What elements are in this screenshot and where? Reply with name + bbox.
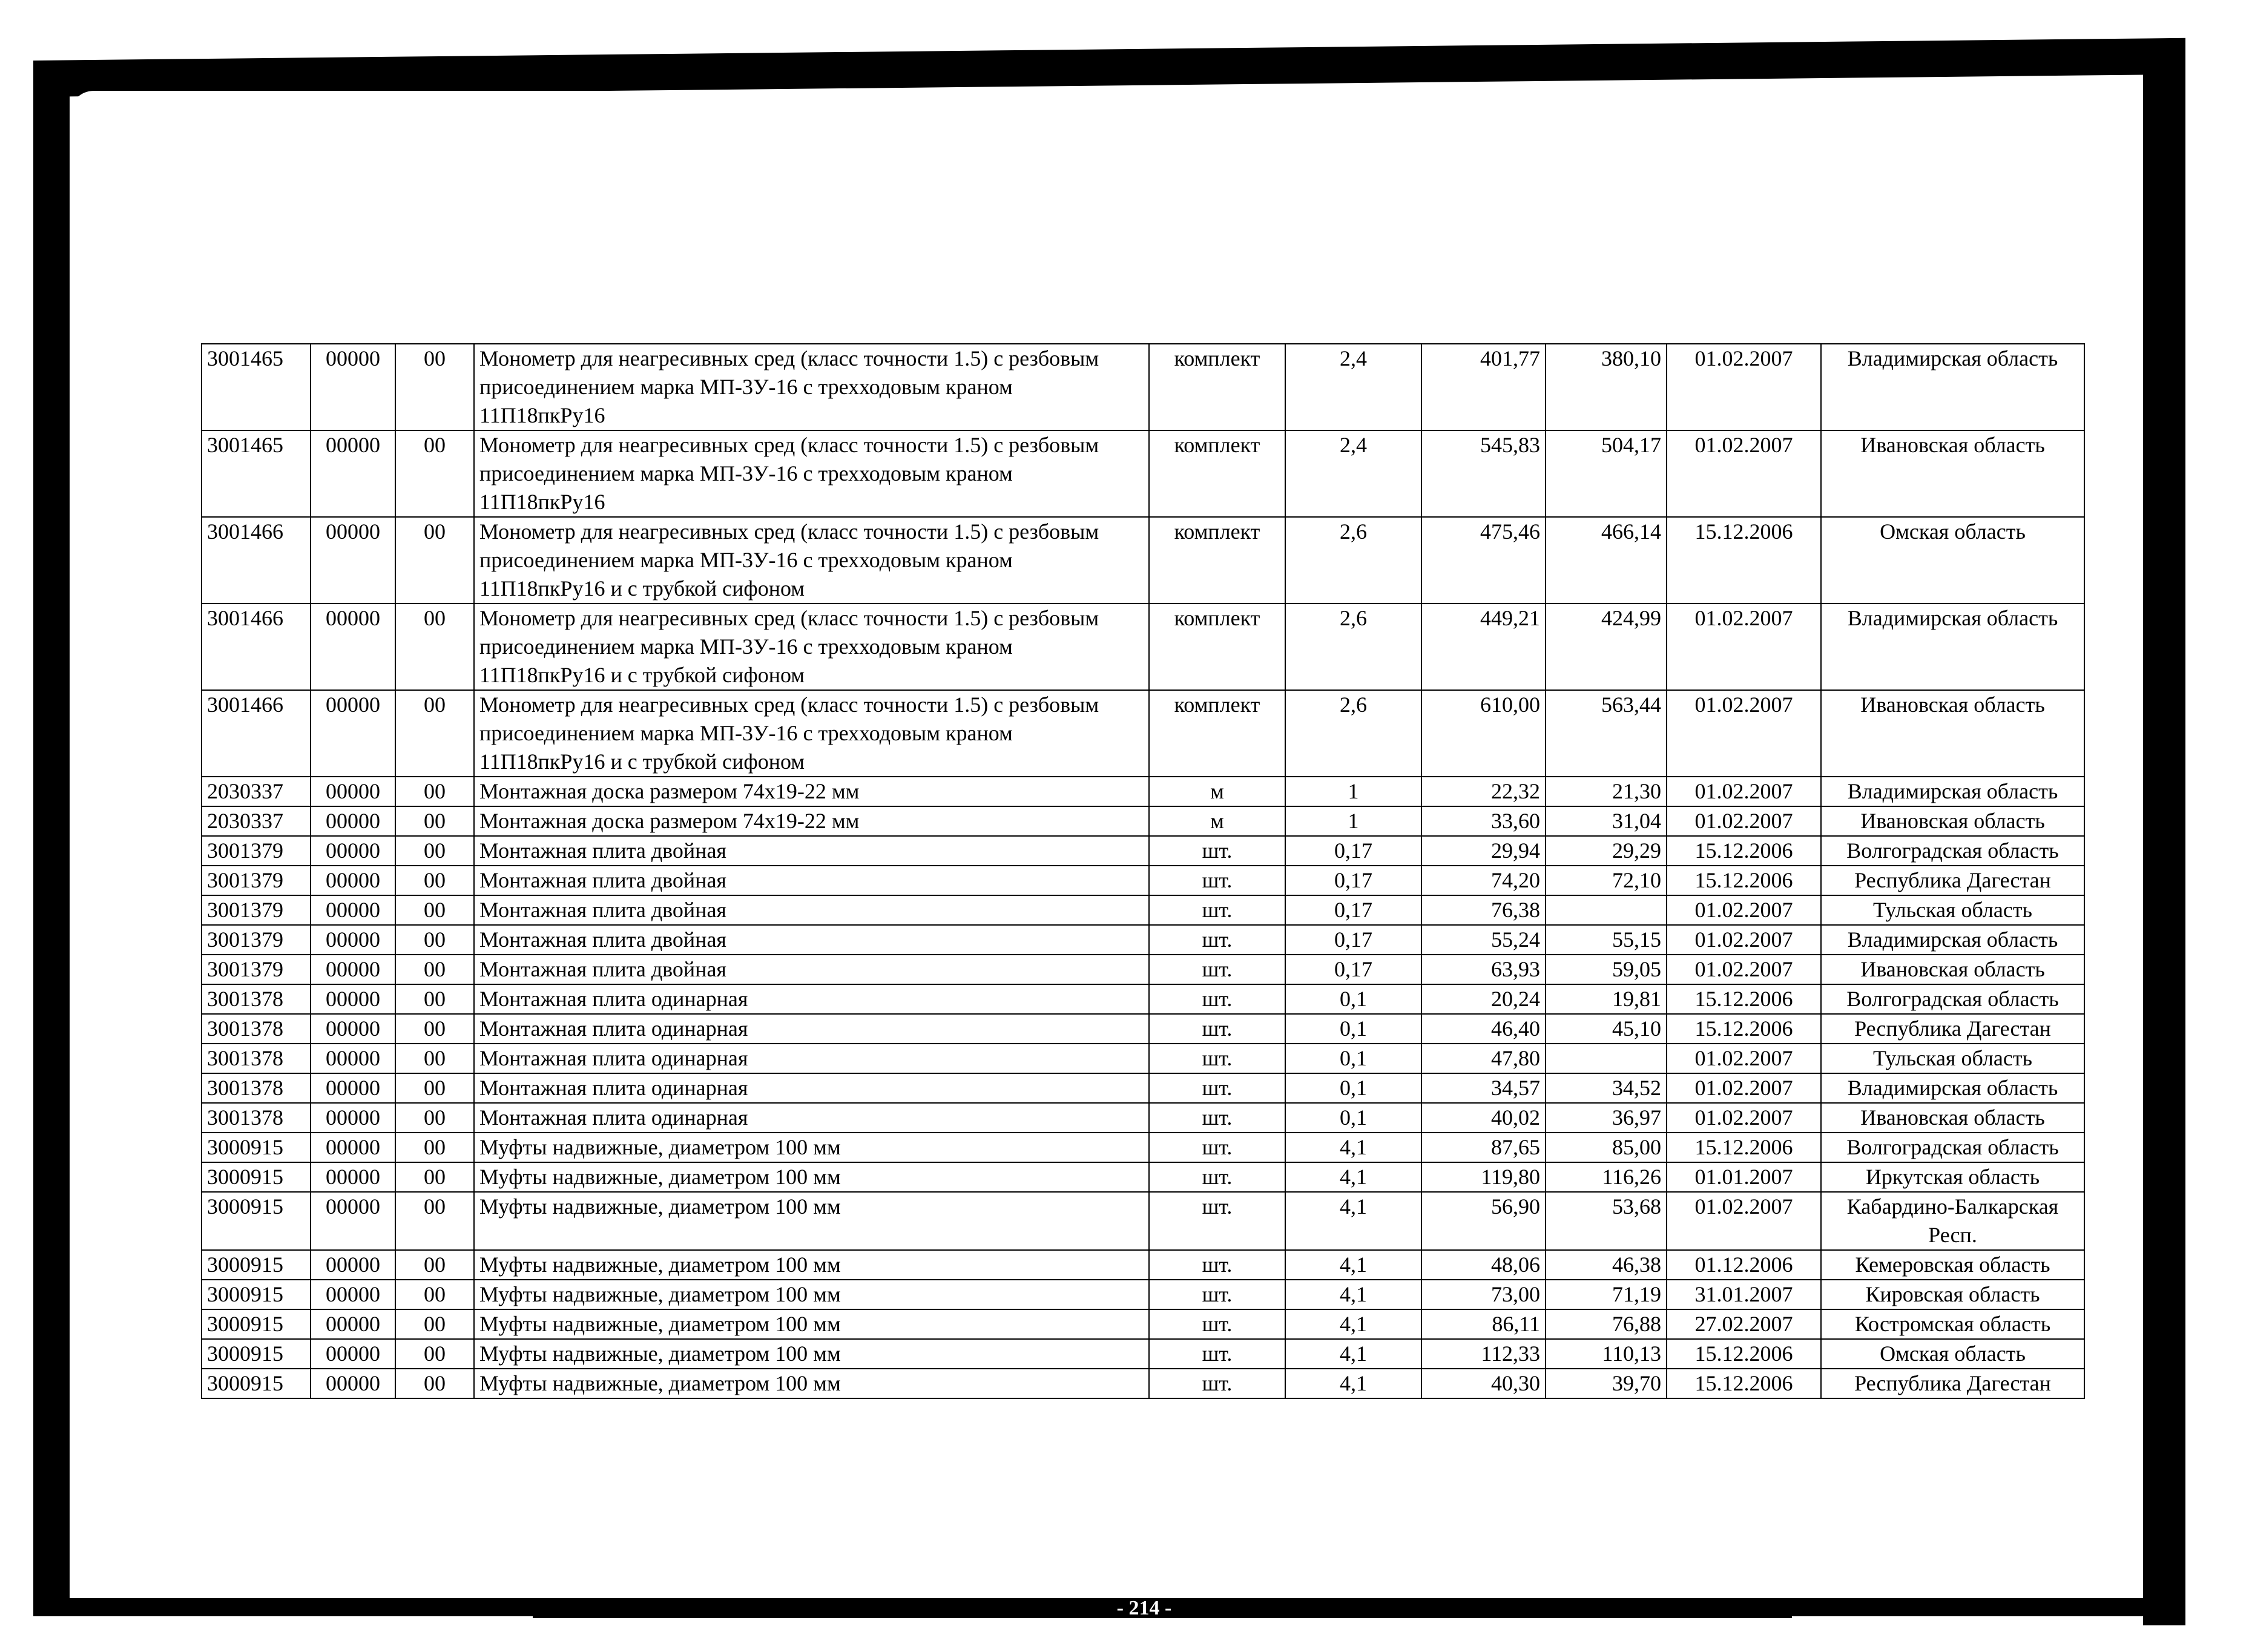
date: 15.12.2006: [1667, 517, 1821, 604]
variant-code: 00: [395, 517, 474, 604]
table-row: [202, 1192, 2084, 1250]
date: 01.02.2007: [1667, 925, 1821, 955]
region: Иркутская область: [1821, 1162, 2084, 1192]
scan-frame-right: [2143, 45, 2185, 1625]
price-1: 475,46: [1421, 517, 1546, 604]
price-1: 20,24: [1421, 984, 1546, 1014]
date: 01.02.2007: [1667, 690, 1821, 777]
variant-code: 00: [395, 1309, 474, 1339]
price-2: 71,19: [1546, 1280, 1667, 1309]
item-description: Монтажная плита двойная: [474, 895, 1149, 925]
variant-code: 00: [395, 1280, 474, 1309]
item-description: Монтажная плита одинарная: [474, 1073, 1149, 1103]
item-code: 3001378: [202, 1014, 311, 1044]
variant-code: 00: [395, 1103, 474, 1133]
variant-code: 00: [395, 895, 474, 925]
date: 27.02.2007: [1667, 1309, 1821, 1339]
price-2: 19,81: [1546, 984, 1667, 1014]
unit: шт.: [1149, 836, 1285, 866]
price-2: 45,10: [1546, 1014, 1667, 1044]
item-code: 3001466: [202, 604, 311, 690]
item-description: Монтажная доска размером 74х19-22 мм: [474, 777, 1149, 806]
table-row: [202, 1044, 2084, 1073]
sub-code: 00000: [311, 806, 395, 836]
quantity: 0,17: [1285, 866, 1421, 895]
date: 15.12.2006: [1667, 1369, 1821, 1398]
price-2: 46,38: [1546, 1250, 1667, 1280]
unit: шт.: [1149, 1073, 1285, 1103]
table-row: [202, 895, 2084, 925]
variant-code: 00: [395, 1014, 474, 1044]
region: Волгоградская область: [1821, 836, 2084, 866]
price-2: 29,29: [1546, 836, 1667, 866]
quantity: 0,17: [1285, 895, 1421, 925]
item-code: 3001378: [202, 1073, 311, 1103]
price-2: 424,99: [1546, 604, 1667, 690]
item-code: 3001379: [202, 866, 311, 895]
region: Владимирская область: [1821, 777, 2084, 806]
table-row: [202, 984, 2084, 1014]
table-row: [202, 1162, 2084, 1192]
unit: шт.: [1149, 925, 1285, 955]
price-1: 112,33: [1421, 1339, 1546, 1369]
region: Омская область: [1821, 1339, 2084, 1369]
unit: шт.: [1149, 1192, 1285, 1250]
price-1: 22,32: [1421, 777, 1546, 806]
variant-code: 00: [395, 604, 474, 690]
sub-code: 00000: [311, 777, 395, 806]
table-row: [202, 836, 2084, 866]
quantity: 0,17: [1285, 955, 1421, 984]
region: Владимирская область: [1821, 1073, 2084, 1103]
table-row: [202, 344, 2084, 430]
sub-code: 00000: [311, 1014, 395, 1044]
date: 01.02.2007: [1667, 1073, 1821, 1103]
unit: м: [1149, 777, 1285, 806]
sub-code: 00000: [311, 1250, 395, 1280]
item-code: 3000915: [202, 1309, 311, 1339]
region: Волгоградская область: [1821, 1133, 2084, 1162]
price-1: 55,24: [1421, 925, 1546, 955]
item-description: Монометр для неагресивных сред (класс точности 1.5) с резбовым присоединением марка МП-3У-16 с трехходовым краном 11П18пкРу16 и с трубкой сифоном: [474, 690, 1149, 777]
price-1: 47,80: [1421, 1044, 1546, 1073]
table-row: [202, 690, 2084, 777]
quantity: 0,1: [1285, 1014, 1421, 1044]
region: Ивановская область: [1821, 955, 2084, 984]
date: 01.12.2006: [1667, 1250, 1821, 1280]
price-1: 610,00: [1421, 690, 1546, 777]
price-2: [1546, 1044, 1667, 1073]
item-description: Монтажная доска размером 74х19-22 мм: [474, 806, 1149, 836]
item-description: Монтажная плита двойная: [474, 955, 1149, 984]
sub-code: 00000: [311, 604, 395, 690]
variant-code: 00: [395, 1162, 474, 1192]
quantity: 4,1: [1285, 1162, 1421, 1192]
sub-code: 00000: [311, 1103, 395, 1133]
price-1: 56,90: [1421, 1192, 1546, 1250]
price-1: 401,77: [1421, 344, 1546, 430]
sub-code: 00000: [311, 517, 395, 604]
region: Владимирская область: [1821, 604, 2084, 690]
sub-code: 00000: [311, 836, 395, 866]
item-code: 3001378: [202, 984, 311, 1014]
date: 01.02.2007: [1667, 430, 1821, 517]
price-2: 116,26: [1546, 1162, 1667, 1192]
variant-code: 00: [395, 955, 474, 984]
variant-code: 00: [395, 984, 474, 1014]
item-code: 3001379: [202, 895, 311, 925]
date: 15.12.2006: [1667, 836, 1821, 866]
unit: комплект: [1149, 430, 1285, 517]
date: 15.12.2006: [1667, 1339, 1821, 1369]
unit: шт.: [1149, 1250, 1285, 1280]
variant-code: 00: [395, 1369, 474, 1398]
quantity: 1: [1285, 806, 1421, 836]
price-2: 39,70: [1546, 1369, 1667, 1398]
variant-code: 00: [395, 1192, 474, 1250]
table-row: [202, 866, 2084, 895]
date: 01.02.2007: [1667, 777, 1821, 806]
unit: м: [1149, 806, 1285, 836]
date: 15.12.2006: [1667, 1014, 1821, 1044]
quantity: 4,1: [1285, 1280, 1421, 1309]
unit: шт.: [1149, 1280, 1285, 1309]
item-description: Монтажная плита одинарная: [474, 1014, 1149, 1044]
region: Ивановская область: [1821, 1103, 2084, 1133]
region: Ивановская область: [1821, 806, 2084, 836]
item-description: Муфты надвижные, диаметром 100 мм: [474, 1192, 1149, 1250]
price-table: [201, 343, 2085, 1399]
price-1: 119,80: [1421, 1162, 1546, 1192]
price-2: 53,68: [1546, 1192, 1667, 1250]
table-row: [202, 604, 2084, 690]
price-2: 55,15: [1546, 925, 1667, 955]
unit: шт.: [1149, 1014, 1285, 1044]
price-2: 563,44: [1546, 690, 1667, 777]
variant-code: 00: [395, 777, 474, 806]
date: 15.12.2006: [1667, 866, 1821, 895]
quantity: 0,1: [1285, 1073, 1421, 1103]
scan-frame-top: [33, 38, 2185, 97]
sub-code: 00000: [311, 1369, 395, 1398]
price-2: 34,52: [1546, 1073, 1667, 1103]
region: Кемеровская область: [1821, 1250, 2084, 1280]
sub-code: 00000: [311, 430, 395, 517]
region: Кабардино-Балкарская Респ.: [1821, 1192, 2084, 1250]
item-description: Монометр для неагресивных сред (класс точности 1.5) с резбовым присоединением марка МП-3У-16 с трехходовым краном 11П18пкРу16: [474, 344, 1149, 430]
unit: комплект: [1149, 604, 1285, 690]
price-2: 380,10: [1546, 344, 1667, 430]
date: 15.12.2006: [1667, 1133, 1821, 1162]
price-2: 21,30: [1546, 777, 1667, 806]
table-row: [202, 1073, 2084, 1103]
region: Омская область: [1821, 517, 2084, 604]
price-1: 29,94: [1421, 836, 1546, 866]
variant-code: 00: [395, 925, 474, 955]
price-1: 76,38: [1421, 895, 1546, 925]
quantity: 2,4: [1285, 344, 1421, 430]
item-code: 3001466: [202, 517, 311, 604]
date: 15.12.2006: [1667, 984, 1821, 1014]
region: Тульская область: [1821, 1044, 2084, 1073]
region: Республика Дагестан: [1821, 1014, 2084, 1044]
variant-code: 00: [395, 1133, 474, 1162]
price-1: 40,30: [1421, 1369, 1546, 1398]
item-description: Монтажная плита одинарная: [474, 1044, 1149, 1073]
item-code: 3001466: [202, 690, 311, 777]
date: 01.02.2007: [1667, 1103, 1821, 1133]
item-code: 3001379: [202, 925, 311, 955]
price-2: 85,00: [1546, 1133, 1667, 1162]
price-1: 87,65: [1421, 1133, 1546, 1162]
date: 01.02.2007: [1667, 955, 1821, 984]
price-1: 33,60: [1421, 806, 1546, 836]
variant-code: 00: [395, 1339, 474, 1369]
price-1: 34,57: [1421, 1073, 1546, 1103]
unit: шт.: [1149, 1133, 1285, 1162]
sub-code: 00000: [311, 1339, 395, 1369]
sub-code: 00000: [311, 1309, 395, 1339]
item-code: 3001465: [202, 344, 311, 430]
item-description: Монтажная плита одинарная: [474, 1103, 1149, 1133]
quantity: 0,1: [1285, 1103, 1421, 1133]
price-1: 73,00: [1421, 1280, 1546, 1309]
variant-code: 00: [395, 430, 474, 517]
item-code: 3000915: [202, 1162, 311, 1192]
price-2: 36,97: [1546, 1103, 1667, 1133]
variant-code: 00: [395, 866, 474, 895]
date: 31.01.2007: [1667, 1280, 1821, 1309]
quantity: 4,1: [1285, 1133, 1421, 1162]
quantity: 2,6: [1285, 604, 1421, 690]
unit: шт.: [1149, 866, 1285, 895]
quantity: 1: [1285, 777, 1421, 806]
item-code: 2030337: [202, 777, 311, 806]
quantity: 2,6: [1285, 517, 1421, 604]
variant-code: 00: [395, 1044, 474, 1073]
table-row: [202, 925, 2084, 955]
item-description: Муфты надвижные, диаметром 100 мм: [474, 1133, 1149, 1162]
table-row: [202, 1250, 2084, 1280]
unit: шт.: [1149, 955, 1285, 984]
quantity: 4,1: [1285, 1369, 1421, 1398]
region: Республика Дагестан: [1821, 866, 2084, 895]
region: Ивановская область: [1821, 430, 2084, 517]
item-code: 3000915: [202, 1133, 311, 1162]
unit: комплект: [1149, 690, 1285, 777]
quantity: 4,1: [1285, 1192, 1421, 1250]
item-description: Монометр для неагресивных сред (класс точности 1.5) с резбовым присоединением марка МП-3У-16 с трехходовым краном 11П18пкРу16 и с трубкой сифоном: [474, 604, 1149, 690]
sub-code: 00000: [311, 955, 395, 984]
sub-code: 00000: [311, 344, 395, 430]
item-description: Монометр для неагресивных сред (класс точности 1.5) с резбовым присоединением марка МП-3У-16 с трехходовым краном 11П18пкРу16: [474, 430, 1149, 517]
region: Костромская область: [1821, 1309, 2084, 1339]
item-description: Монтажная плита одинарная: [474, 984, 1149, 1014]
table-body: [202, 344, 2084, 1398]
page-number: - 214 -: [1116, 1597, 1172, 1619]
item-code: 3000915: [202, 1192, 311, 1250]
item-code: 3001378: [202, 1044, 311, 1073]
sub-code: 00000: [311, 925, 395, 955]
item-code: 3000915: [202, 1250, 311, 1280]
quantity: 2,4: [1285, 430, 1421, 517]
variant-code: 00: [395, 690, 474, 777]
sub-code: 00000: [311, 1280, 395, 1309]
table-row: [202, 1014, 2084, 1044]
price-1: 74,20: [1421, 866, 1546, 895]
quantity: 0,17: [1285, 925, 1421, 955]
date: 01.01.2007: [1667, 1162, 1821, 1192]
item-code: 3000915: [202, 1339, 311, 1369]
price-1: 46,40: [1421, 1014, 1546, 1044]
table-row: [202, 1280, 2084, 1309]
sub-code: 00000: [311, 690, 395, 777]
variant-code: 00: [395, 1250, 474, 1280]
sub-code: 00000: [311, 895, 395, 925]
quantity: 0,1: [1285, 984, 1421, 1014]
variant-code: 00: [395, 836, 474, 866]
region: Тульская область: [1821, 895, 2084, 925]
price-2: 110,13: [1546, 1339, 1667, 1369]
region: Республика Дагестан: [1821, 1369, 2084, 1398]
variant-code: 00: [395, 806, 474, 836]
item-code: 2030337: [202, 806, 311, 836]
item-code: 3001465: [202, 430, 311, 517]
item-description: Муфты надвижные, диаметром 100 мм: [474, 1250, 1149, 1280]
unit: шт.: [1149, 895, 1285, 925]
table-row: [202, 955, 2084, 984]
quantity: 2,6: [1285, 690, 1421, 777]
quantity: 4,1: [1285, 1250, 1421, 1280]
table-row: [202, 1369, 2084, 1398]
unit: шт.: [1149, 1044, 1285, 1073]
variant-code: 00: [395, 344, 474, 430]
item-description: Монтажная плита двойная: [474, 925, 1149, 955]
quantity: 4,1: [1285, 1339, 1421, 1369]
price-2: [1546, 895, 1667, 925]
table-row: [202, 777, 2084, 806]
table-row: [202, 1133, 2084, 1162]
price-2: 72,10: [1546, 866, 1667, 895]
table-row: [202, 1103, 2084, 1133]
unit: шт.: [1149, 1369, 1285, 1398]
date: 01.02.2007: [1667, 1192, 1821, 1250]
price-1: 545,83: [1421, 430, 1546, 517]
item-description: Муфты надвижные, диаметром 100 мм: [474, 1309, 1149, 1339]
item-code: 3001379: [202, 836, 311, 866]
sub-code: 00000: [311, 1162, 395, 1192]
item-code: 3000915: [202, 1369, 311, 1398]
unit: шт.: [1149, 1162, 1285, 1192]
quantity: 0,17: [1285, 836, 1421, 866]
scan-frame-left: [33, 88, 70, 1613]
date: 01.02.2007: [1667, 1044, 1821, 1073]
price-1: 48,06: [1421, 1250, 1546, 1280]
variant-code: 00: [395, 1073, 474, 1103]
price-1: 40,02: [1421, 1103, 1546, 1133]
region: Ивановская область: [1821, 690, 2084, 777]
table-row: [202, 1339, 2084, 1369]
price-2: 59,05: [1546, 955, 1667, 984]
price-2: 466,14: [1546, 517, 1667, 604]
region: Владимирская область: [1821, 925, 2084, 955]
date: 01.02.2007: [1667, 604, 1821, 690]
item-description: Монтажная плита двойная: [474, 866, 1149, 895]
item-code: 3001378: [202, 1103, 311, 1133]
unit: комплект: [1149, 344, 1285, 430]
item-description: Муфты надвижные, диаметром 100 мм: [474, 1339, 1149, 1369]
quantity: 4,1: [1285, 1309, 1421, 1339]
unit: комплект: [1149, 517, 1285, 604]
sub-code: 00000: [311, 1073, 395, 1103]
item-description: Монометр для неагресивных сред (класс точности 1.5) с резбовым присоединением марка МП-3У-16 с трехходовым краном 11П18пкРу16 и с трубкой сифоном: [474, 517, 1149, 604]
region: Волгоградская область: [1821, 984, 2084, 1014]
unit: шт.: [1149, 1103, 1285, 1133]
region: Владимирская область: [1821, 344, 2084, 430]
price-1: 63,93: [1421, 955, 1546, 984]
price-2: 504,17: [1546, 430, 1667, 517]
sub-code: 00000: [311, 1192, 395, 1250]
region: Кировская область: [1821, 1280, 2084, 1309]
item-description: Муфты надвижные, диаметром 100 мм: [474, 1369, 1149, 1398]
item-code: 3001379: [202, 955, 311, 984]
sub-code: 00000: [311, 1133, 395, 1162]
date: 01.02.2007: [1667, 344, 1821, 430]
sub-code: 00000: [311, 866, 395, 895]
price-2: 31,04: [1546, 806, 1667, 836]
table-row: [202, 430, 2084, 517]
item-code: 3000915: [202, 1280, 311, 1309]
sub-code: 00000: [311, 984, 395, 1014]
table-row: [202, 517, 2084, 604]
date: 01.02.2007: [1667, 806, 1821, 836]
table-row: [202, 1309, 2084, 1339]
unit: шт.: [1149, 1339, 1285, 1369]
price-1: 449,21: [1421, 604, 1546, 690]
price-1: 86,11: [1421, 1309, 1546, 1339]
price-2: 76,88: [1546, 1309, 1667, 1339]
item-description: Муфты надвижные, диаметром 100 мм: [474, 1280, 1149, 1309]
sub-code: 00000: [311, 1044, 395, 1073]
item-description: Муфты надвижные, диаметром 100 мм: [474, 1162, 1149, 1192]
item-description: Монтажная плита двойная: [474, 836, 1149, 866]
unit: шт.: [1149, 984, 1285, 1014]
quantity: 0,1: [1285, 1044, 1421, 1073]
date: 01.02.2007: [1667, 895, 1821, 925]
table-row: [202, 806, 2084, 836]
unit: шт.: [1149, 1309, 1285, 1339]
